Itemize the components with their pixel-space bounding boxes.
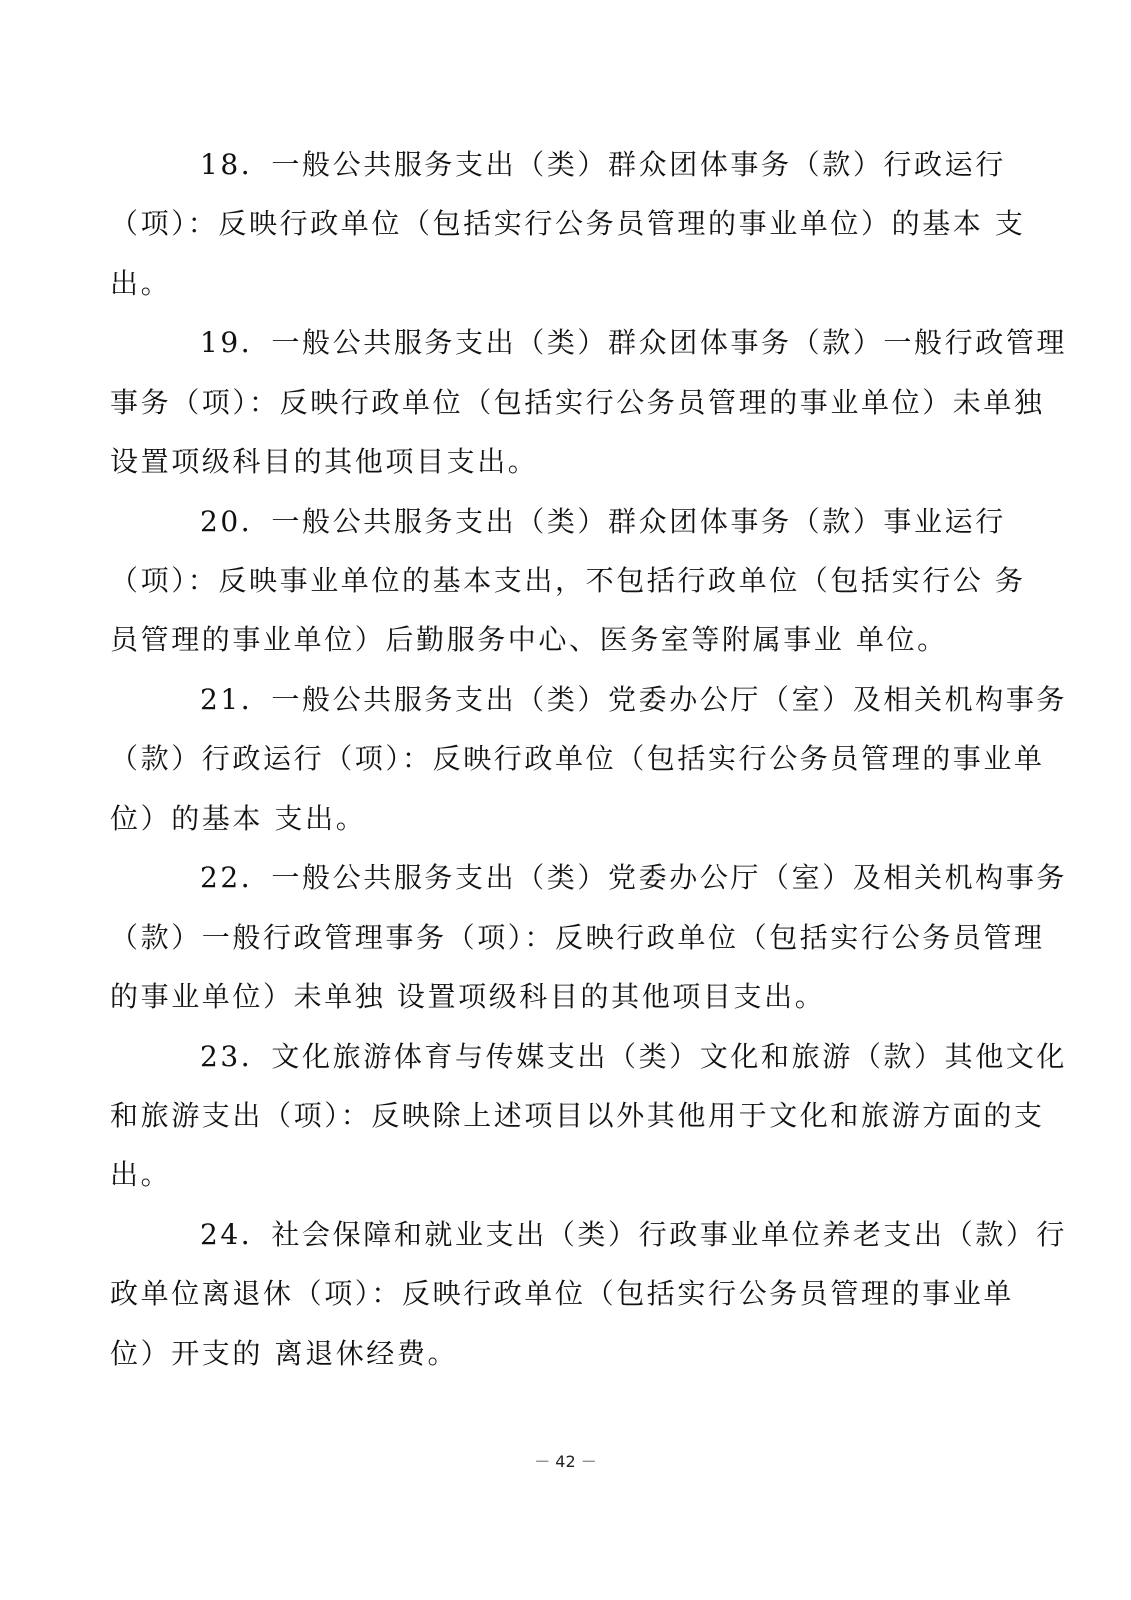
paragraph-23-line-1: 23．文化旅游体育与传媒支出（类）文化和旅游（款）其他文化 bbox=[200, 1040, 1068, 1073]
paragraph-20-line-3: 员管理的事业单位）后勤服务中心、医务室等附属事业 单位。 bbox=[110, 623, 948, 656]
paragraph-21-line-1: 21．一般公共服务支出（类）党委办公厅（室）及相关机构事务 bbox=[200, 683, 1068, 716]
paragraph-22-line-3: 的事业单位）未单独 设置项级科目的其他项目支出。 bbox=[110, 980, 826, 1013]
paragraph-20-line-1: 20．一般公共服务支出（类）群众团体事务（款）事业运行 bbox=[200, 505, 1006, 538]
paragraph-21-line-2: （款）行政运行（项）：反映行政单位（包括实行公务员管理的事业单 bbox=[110, 742, 1045, 775]
paragraph-24-line-1: 24．社会保障和就业支出（类）行政事业单位养老支出（款）行 bbox=[200, 1218, 1068, 1251]
paragraph-19-line-3: 设置项级科目的其他项目支出。 bbox=[110, 445, 539, 478]
paragraph-19-line-2: 事务（项）：反映行政单位（包括实行公务员管理的事业单位）未单独 bbox=[110, 386, 1045, 419]
paragraph-23-line-3: 出。 bbox=[110, 1158, 172, 1191]
page-number: － 42 － bbox=[534, 1452, 597, 1471]
paragraph-24-line-2: 政单位离退休（项）：反映行政单位（包括实行公务员管理的事业单 bbox=[110, 1277, 1015, 1310]
paragraph-22-line-2: （款）一般行政管理事务（项）：反映行政单位（包括实行公务员管理 bbox=[110, 921, 1045, 954]
paragraph-22-line-1: 22．一般公共服务支出（类）党委办公厅（室）及相关机构事务 bbox=[200, 861, 1068, 894]
paragraph-18-line-3: 出。 bbox=[110, 267, 172, 300]
paragraph-18-line-1: 18．一般公共服务支出（类）群众团体事务（款）行政运行 bbox=[200, 148, 1006, 181]
paragraph-19-line-1: 19．一般公共服务支出（类）群众团体事务（款）一般行政管理 bbox=[200, 326, 1068, 359]
paragraph-23-line-2: 和旅游支出（项）：反映除上述项目以外其他用于文化和旅游方面的支 bbox=[110, 1099, 1045, 1132]
paragraph-18-line-2: （项）：反映行政单位（包括实行公务员管理的事业单位）的基本 支 bbox=[110, 207, 1026, 240]
paragraph-20-line-2: （项）：反映事业单位的基本支出，不包括行政单位（包括实行公 务 bbox=[110, 564, 1026, 597]
paragraph-24-line-3: 位）开支的 离退休经费。 bbox=[110, 1337, 459, 1370]
paragraph-21-line-3: 位）的基本 支出。 bbox=[110, 802, 367, 835]
